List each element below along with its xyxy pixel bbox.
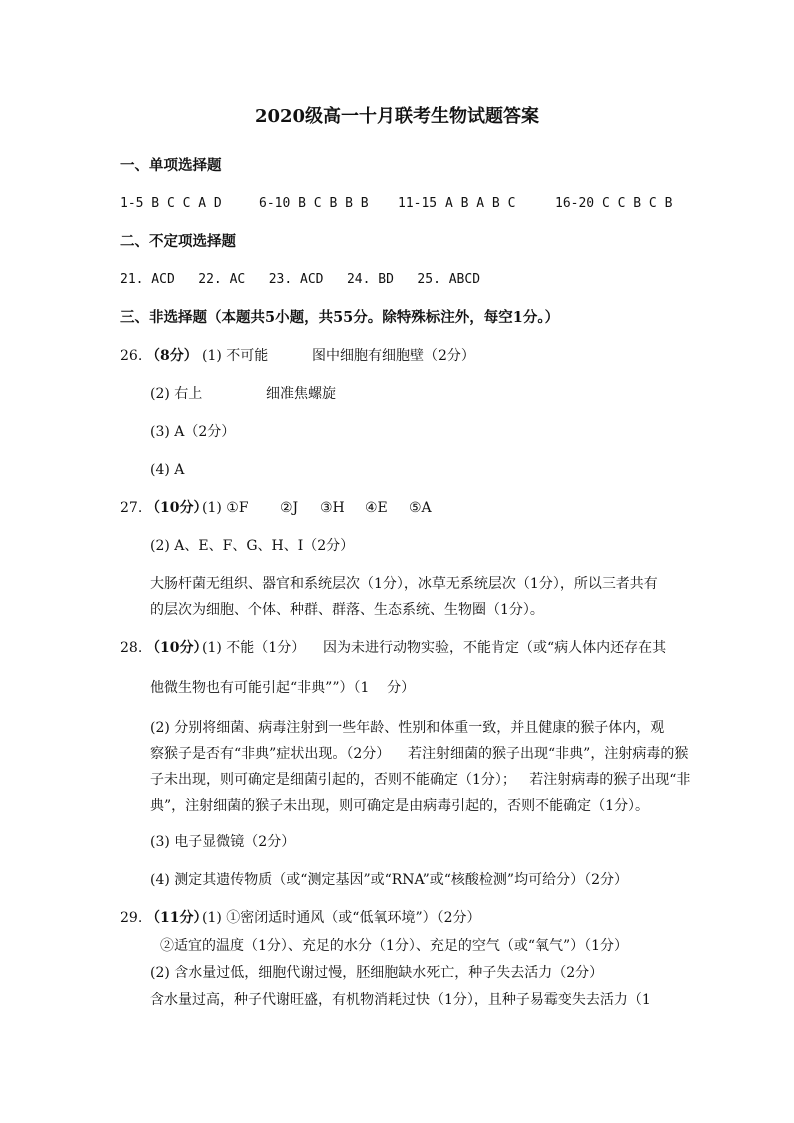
q29-line4: 含水量过高，种子代谢旺盛，有机物消耗过快（1分），且种子易霉变失去活力（1 bbox=[150, 992, 651, 1008]
q27-ans-4: ④E bbox=[365, 500, 388, 516]
q27-score: （10分） bbox=[146, 500, 208, 516]
section2-heading: 二、不定项选择题 bbox=[120, 233, 236, 250]
q27-ans-5: ⑤A bbox=[409, 500, 432, 516]
q29-number: 29. bbox=[120, 910, 143, 926]
mc-answers-2: 6-10 B C B B B bbox=[259, 196, 369, 211]
q26-line1b: 图中细胞有细胞壁（2分） bbox=[312, 348, 475, 364]
q27-line2: (2) A、E、F、G、H、I（2分） bbox=[150, 538, 355, 554]
q28-line7: (3) 电子显微镜（2分） bbox=[150, 834, 296, 850]
q28-line6: 典”，注射细菌的猴子未出现，则可确定是由病毒引起的，否则不能确定（1分）。 bbox=[150, 798, 650, 814]
q27-ans-1: (1) ①F bbox=[202, 500, 249, 516]
q27-number: 27. bbox=[120, 500, 143, 516]
multi-answers: 21. ACD 22. AC 23. ACD 24. BD 25. ABCD bbox=[120, 272, 481, 287]
q26-line4: (4) A bbox=[150, 462, 185, 478]
q28-line4: 察猴子是否有“非典”症状出现。（2分） 若注射细菌的猴子出现“非典”，注射病毒的猴 bbox=[150, 746, 689, 762]
q27-ans-3: ③H bbox=[320, 500, 345, 516]
mc-answers-1: 1-5 B C C A D bbox=[120, 196, 222, 211]
section3-heading: 三、非选择题（本题共5小题，共55分。除特殊标注外，每空1分。） bbox=[120, 309, 560, 326]
q28-line8: (4) 测定其遗传物质（或“测定基因”或“RNA”或“核酸检测”均可给分）（2分） bbox=[150, 872, 628, 888]
q26-number: 26. bbox=[120, 348, 143, 364]
q28-line5: 子未出现，则可确定是细菌引起的，否则不能确定（1分）； 若注射病毒的猴子出现“非 bbox=[150, 772, 691, 788]
q28-line2: 他微生物也有可能引起“非典””）（1 分） bbox=[150, 680, 416, 696]
page-title: 2020级高一十月联考生物试题答案 bbox=[254, 106, 540, 127]
q29-line1: (1) ①密闭适时通风（或“低氧环境”）（2分） bbox=[202, 910, 481, 926]
q28-score: （10分） bbox=[146, 640, 208, 656]
q29-line3: (2) 含水量过低，细胞代谢过慢，胚细胞缺水死亡，种子失去活力（2分） bbox=[150, 965, 604, 981]
q26-line2a: (2) 右上 bbox=[150, 386, 203, 402]
q29-score: （11分） bbox=[146, 910, 208, 926]
q27-line3: 大肠杆菌无组织、器官和系统层次（1分），冰草无系统层次（1分），所以三者共有 bbox=[150, 576, 658, 592]
q28-number: 28. bbox=[120, 640, 143, 656]
q28-line3: (2) 分别将细菌、病毒注射到一些年龄、性别和体重一致，并且健康的猴子体内，观 bbox=[150, 720, 665, 736]
q27-ans-2: ②J bbox=[280, 500, 299, 516]
q29-line2: ②适宜的温度（1分）、充足的水分（1分）、充足的空气（或“氧气”）（1分） bbox=[160, 938, 629, 954]
q28-line1: (1) 不能（1分） 因为未进行动物实验，不能肯定（或“病人体内还存在其 bbox=[202, 640, 667, 656]
mc-answers-3: 11-15 A B A B C bbox=[398, 196, 516, 211]
q26-line2b: 细准焦螺旋 bbox=[266, 386, 336, 402]
q27-line4: 的层次为细胞、个体、种群、群落、生态系统、生物圈（1分）。 bbox=[150, 602, 544, 618]
q26-score: （8分） bbox=[146, 348, 198, 364]
q26-line3: (3) A（2分） bbox=[150, 424, 236, 440]
q26-line1a: (1) 不可能 bbox=[202, 348, 269, 364]
section1-heading: 一、单项选择题 bbox=[120, 157, 222, 174]
mc-answers-4: 16-20 C C B C B bbox=[555, 196, 673, 211]
